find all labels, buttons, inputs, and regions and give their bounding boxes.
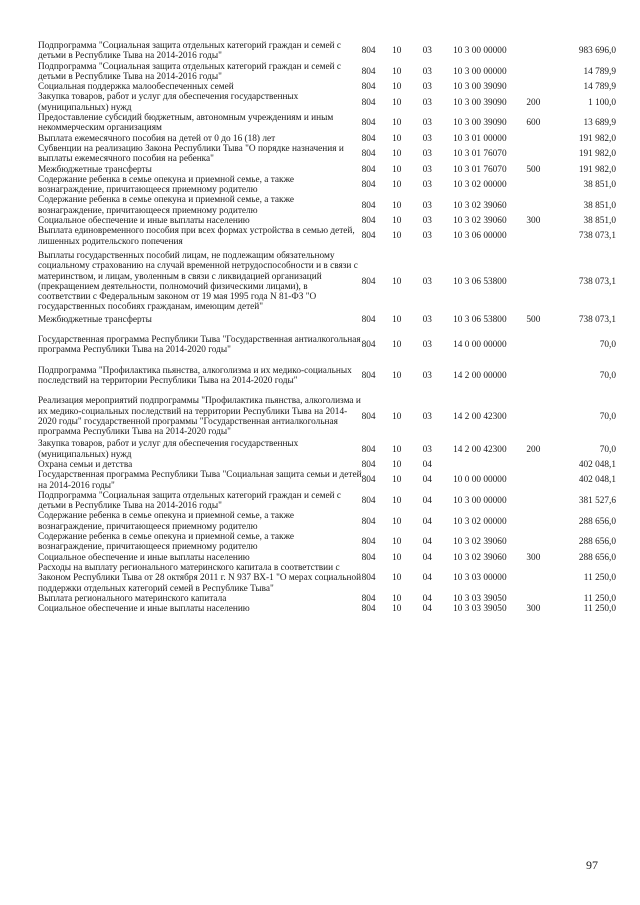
row-section-code: 10 [392,411,402,422]
row-amount: 191 982,0 [578,149,616,160]
row-ved-code: 804 [361,164,376,175]
table-row [38,511,616,532]
table-row [38,460,616,470]
table-row [38,563,616,594]
row-amount: 381 527,6 [578,496,616,507]
row-amount: 11 250,0 [583,604,616,615]
row-amount: 983 696,0 [578,46,616,57]
row-name: Подпрограмма "Профилактика пьянства, алкоголизма и их медико-социальных последствий на территории Республики Тыва на 2014-2020 годы" [38,365,352,386]
table-row [38,195,616,216]
row-target-article-code: 10 3 02 39060 [453,200,507,211]
table-row [38,216,616,226]
row-section-code: 10 [392,149,402,160]
row-amount: 13 689,9 [583,118,616,129]
row-expense-type-code: 600 [526,118,541,129]
row-ved-code: 804 [361,97,376,108]
row-name: Социальная поддержка малообеспеченных семей [38,82,234,93]
table-row [38,553,616,563]
row-subsection-code: 03 [422,149,432,160]
row-target-article-code: 10 3 00 39090 [453,82,507,93]
row-section-code: 10 [392,314,402,325]
row-section-code: 10 [392,573,402,584]
row-target-article-code: 14 2 00 42300 [453,444,507,455]
row-subsection-code: 03 [422,200,432,211]
row-section-code: 10 [392,164,402,175]
row-section-code: 10 [392,133,402,144]
row-amount: 11 250,0 [583,593,616,604]
row-name: Выплата единовременного пособия при всех формах устройства в семью детей, лишенных родительского попечения [38,226,355,247]
row-target-article-code: 10 3 01 00000 [453,133,507,144]
table-row [38,144,616,165]
row-expense-type-code [526,251,557,315]
row-amount: 191 982,0 [578,133,616,144]
row-ved-code: 804 [361,118,376,129]
row-target-article-code: 10 3 00 39090 [453,118,507,129]
row-ved-code: 804 [361,475,376,486]
row-section-code: 10 [392,231,402,242]
row-target-article-code: 14 2 00 42300 [453,411,507,422]
row-target-article-code: 10 3 03 39050 [453,593,507,604]
row-target-article-code: 10 3 00 00000 [453,46,507,57]
row-name: Межбюджетные трансферты [38,314,152,325]
row-ved-code: 804 [361,516,376,527]
row-subsection-code: 03 [422,46,432,57]
row-target-article-code: 10 3 02 39060 [453,552,507,563]
table-row [38,41,616,62]
row-name: Выплата регионального материнского капитала [38,593,227,604]
row-expense-type-code [526,460,557,470]
table-row [38,491,616,512]
row-target-article-code: 10 3 02 39060 [453,537,507,548]
row-section-code: 10 [392,66,402,77]
row-ved-code: 804 [361,411,376,422]
table-row [38,532,616,553]
row-amount: 70,0 [599,411,616,422]
row-name: Социальное обеспечение и иные выплаты населению [38,552,250,563]
row-subsection-code: 04 [422,475,432,486]
row-name: Содержание ребенка в семье опекуна и приемной семье, а также вознаграждение, причитающееся приемному родителю [38,511,295,532]
row-expense-type-code [526,511,557,532]
row-expense-type-code: 300 [526,552,541,563]
row-amount: 38 851,0 [583,200,616,211]
row-section-code: 10 [392,444,402,455]
row-amount: 14 789,9 [583,82,616,93]
row-name: Подпрограмма "Социальная защита отдельных категорий граждан и семей с детьми в Республике Тыва на 2014-2016 годы" [38,41,342,62]
table-row [38,82,616,92]
row-section-code: 10 [392,552,402,563]
row-subsection-code: 04 [422,537,432,548]
row-amount: 11 250,0 [583,573,616,584]
row-ved-code: 804 [361,604,376,615]
row-target-article-code: 10 3 01 76070 [453,149,507,160]
row-expense-type-code: 300 [526,216,541,227]
table-row [38,470,616,491]
table-row [38,134,616,144]
row-target-article-code: 10 3 02 00000 [453,516,507,527]
row-ved-code: 804 [361,537,376,548]
row-ved-code: 804 [361,133,376,144]
row-name: Расходы на выплату регионального материнского капитала в соответствии с Законом Республики Тыва от 28 октября 2011 г. N 937 ВХ-1 "О мерах социальной поддержки отдельных категорий семей в Республике Тыва" [38,562,362,594]
table-row [38,92,616,113]
budget-table-body [38,41,616,614]
row-name: Закупка товаров, работ и услуг для обеспечения государственных (муниципальных) нужд [38,439,299,460]
row-target-article-code: 10 3 03 39050 [453,604,507,615]
row-subsection-code: 03 [422,340,432,351]
row-section-code: 10 [392,46,402,57]
row-expense-type-code [526,195,557,216]
row-expense-type-code [526,396,557,439]
row-section-code: 10 [392,604,402,615]
row-name: Выплаты государственных пособий лицам, не подлежащим обязательному социальному страхованию на случай временной нетрудоспособности и в связи с материнством, и лицам, уволенным в связи с ликвидацией организаций (прекращением деятельности, полномочий физическими лицами), в соответствии с Федеральным законом от 19 мая 1995 года N 81-ФЗ "О государственных пособиях гражданам, имеющим детей" [38,250,358,313]
row-section-code: 10 [392,97,402,108]
row-expense-type-code: 500 [526,164,541,175]
table-row [38,226,616,251]
row-target-article-code: 14 2 00 00000 [453,370,507,381]
row-ved-code: 804 [361,66,376,77]
row-amount: 38 851,0 [583,180,616,190]
row-amount: 288 656,0 [578,552,616,563]
row-expense-type-code [526,175,557,196]
row-section-code: 10 [392,370,402,381]
row-name: Межбюджетные трансферты [38,164,152,175]
row-amount: 288 656,0 [578,516,616,527]
row-expense-type-code [526,532,557,553]
row-subsection-code: 03 [422,180,432,190]
row-subsection-code: 03 [422,276,432,287]
row-name: Субвенции на реализацию Закона Республики Тыва "О порядке назначения и выплаты ежемесячного пособия на ребенка" [38,143,344,165]
row-section-code: 10 [392,496,402,507]
row-subsection-code: 04 [422,459,432,470]
table-row [38,175,616,196]
row-ved-code: 804 [361,231,376,242]
row-ved-code: 804 [361,314,376,325]
row-expense-type-code [526,335,557,366]
table-row [38,62,616,83]
row-target-article-code: 10 3 00 39090 [453,97,507,108]
row-subsection-code: 03 [422,66,432,77]
row-ved-code: 804 [361,444,376,455]
row-subsection-code: 04 [422,604,432,615]
row-target-article-code: 10 3 03 00000 [453,573,507,584]
row-section-code: 10 [392,276,402,287]
row-amount: 70,0 [599,444,616,455]
table-row [38,366,616,397]
table-row [38,396,616,439]
row-ved-code: 804 [361,593,376,604]
row-section-code: 10 [392,475,402,486]
row-name: Содержание ребенка в семье опекуна и приемной семье, а также вознаграждение, причитающееся приемному родителю [38,174,295,196]
row-amount: 191 982,0 [578,164,616,175]
row-section-code: 10 [392,537,402,548]
row-ved-code: 804 [361,216,376,227]
row-target-article-code: 14 0 00 00000 [453,340,507,351]
row-target-article-code: 10 3 06 53800 [453,276,507,287]
row-amount: 738 073,1 [578,276,616,287]
row-amount: 738 073,1 [578,231,616,242]
row-subsection-code: 04 [422,552,432,563]
row-ved-code: 804 [361,370,376,381]
row-ved-code: 804 [361,340,376,351]
row-name: Подпрограмма "Социальная защита отдельных категорий граждан и семей с детьми в Республике Тыва на 2014-2016 годы" [38,61,342,82]
row-target-article-code [453,460,526,470]
row-subsection-code: 03 [422,97,432,108]
row-name: Закупка товаров, работ и услуг для обеспечения государственных (муниципальных) нужд [38,92,299,113]
row-target-article-code: 10 3 06 00000 [453,231,507,242]
table-row [38,335,616,366]
row-expense-type-code: 200 [526,444,541,455]
row-expense-type-code: 300 [526,604,541,615]
row-expense-type-code: 500 [526,314,541,325]
row-name: Содержание ребенка в семье опекуна и приемной семье, а также вознаграждение, причитающееся приемному родителю [38,532,295,553]
row-section-code: 10 [392,216,402,227]
row-target-article-code: 10 3 02 00000 [453,180,507,190]
table-row [38,315,616,335]
row-target-article-code: 10 3 00 00000 [453,66,507,77]
row-amount: 1 100,0 [588,97,616,108]
row-target-article-code: 10 3 01 76070 [453,164,507,175]
row-name: Подпрограмма "Социальная защита отдельных категорий граждан и семей с детьми в Республике Тыва на 2014-2016 годы" [38,490,342,512]
row-expense-type-code [526,144,557,165]
row-expense-type-code [526,226,557,251]
row-expense-type-code [526,470,557,491]
row-expense-type-code [526,594,557,604]
row-expense-type-code [526,62,557,83]
row-ved-code: 804 [361,200,376,211]
row-expense-type-code [526,491,557,512]
table-row [38,604,616,614]
row-name: Выплата ежемесячного пособия на детей от 0 до 16 (18) лет [38,133,276,144]
row-amount: 14 789,9 [583,66,616,77]
row-expense-type-code: 200 [526,97,541,108]
row-subsection-code: 03 [422,133,432,144]
table-row [38,165,616,175]
row-target-article-code: 10 3 00 00000 [453,496,507,507]
row-expense-type-code [526,134,557,144]
row-section-code: 10 [392,200,402,211]
row-section-code: 10 [392,180,402,190]
row-amount: 288 656,0 [578,537,616,548]
row-section-code: 10 [392,82,402,93]
row-expense-type-code [526,82,557,92]
row-name: Реализация мероприятий подпрограммы "Профилактика пьянства, алкоголизма и их медико-социальных последствий на территории Республики Тыва на 2014-2020 годы" государственной программы "Государственная антиалкогольная программа Республики Тыва на 2014-2020 годы" [38,396,361,438]
row-ved-code: 804 [361,149,376,160]
table-row [38,439,616,460]
row-ved-code: 804 [361,552,376,563]
row-section-code: 10 [392,118,402,129]
row-subsection-code: 03 [422,370,432,381]
row-amount: 70,0 [599,340,616,351]
row-ved-code: 804 [361,496,376,507]
table-row [38,251,616,315]
row-amount: 70,0 [599,370,616,381]
row-amount: 402 048,1 [578,459,616,470]
row-amount: 38 851,0 [583,216,616,227]
row-subsection-code: 03 [422,164,432,175]
row-subsection-code: 04 [422,496,432,507]
row-section-code: 10 [392,459,402,470]
page-number: 97 [586,858,598,872]
row-section-code: 10 [392,516,402,527]
row-name: Государственная программа Республики Тыва "Государственная антиалкогольная программа Республики Тыва на 2014-2020 годы" [38,335,361,356]
row-subsection-code: 03 [422,411,432,422]
row-ved-code: 804 [361,82,376,93]
row-name: Содержание ребенка в семье опекуна и приемной семье, а также вознаграждение, причитающееся приемному родителю [38,195,295,216]
row-subsection-code: 03 [422,314,432,325]
row-ved-code: 804 [361,46,376,57]
row-target-article-code: 10 3 02 39060 [453,216,507,227]
row-amount: 738 073,1 [578,314,616,325]
row-ved-code: 804 [361,180,376,190]
row-name: Охрана семьи и детства [38,459,133,470]
row-ved-code: 804 [361,276,376,287]
budget-table [38,41,616,614]
row-name: Предоставление субсидий бюджетным, автономным учреждениям и иным некоммерческим организациям [38,113,334,134]
row-expense-type-code [526,366,557,397]
row-subsection-code: 04 [422,573,432,584]
row-name: Социальное обеспечение и иные выплаты населению [38,604,250,615]
row-ved-code: 804 [361,459,376,470]
row-subsection-code: 04 [422,516,432,527]
row-section-code: 10 [392,593,402,604]
row-subsection-code: 03 [422,216,432,227]
row-amount: 402 048,1 [578,475,616,486]
row-name: Государственная программа Республики Тыва "Социальная защита семьи и детей на 2014-2016 годы" [38,470,362,491]
table-row [38,594,616,604]
row-expense-type-code [526,41,557,62]
row-target-article-code: 10 3 06 53800 [453,314,507,325]
row-subsection-code: 03 [422,444,432,455]
row-subsection-code: 03 [422,82,432,93]
row-name: Социальное обеспечение и иные выплаты населению [38,216,250,227]
row-section-code: 10 [392,340,402,351]
table-row [38,113,616,134]
row-target-article-code: 10 0 00 00000 [453,475,507,486]
row-subsection-code: 04 [422,593,432,604]
row-subsection-code: 03 [422,118,432,129]
row-expense-type-code [526,563,557,594]
row-subsection-code: 03 [422,231,432,242]
row-ved-code: 804 [361,573,376,584]
